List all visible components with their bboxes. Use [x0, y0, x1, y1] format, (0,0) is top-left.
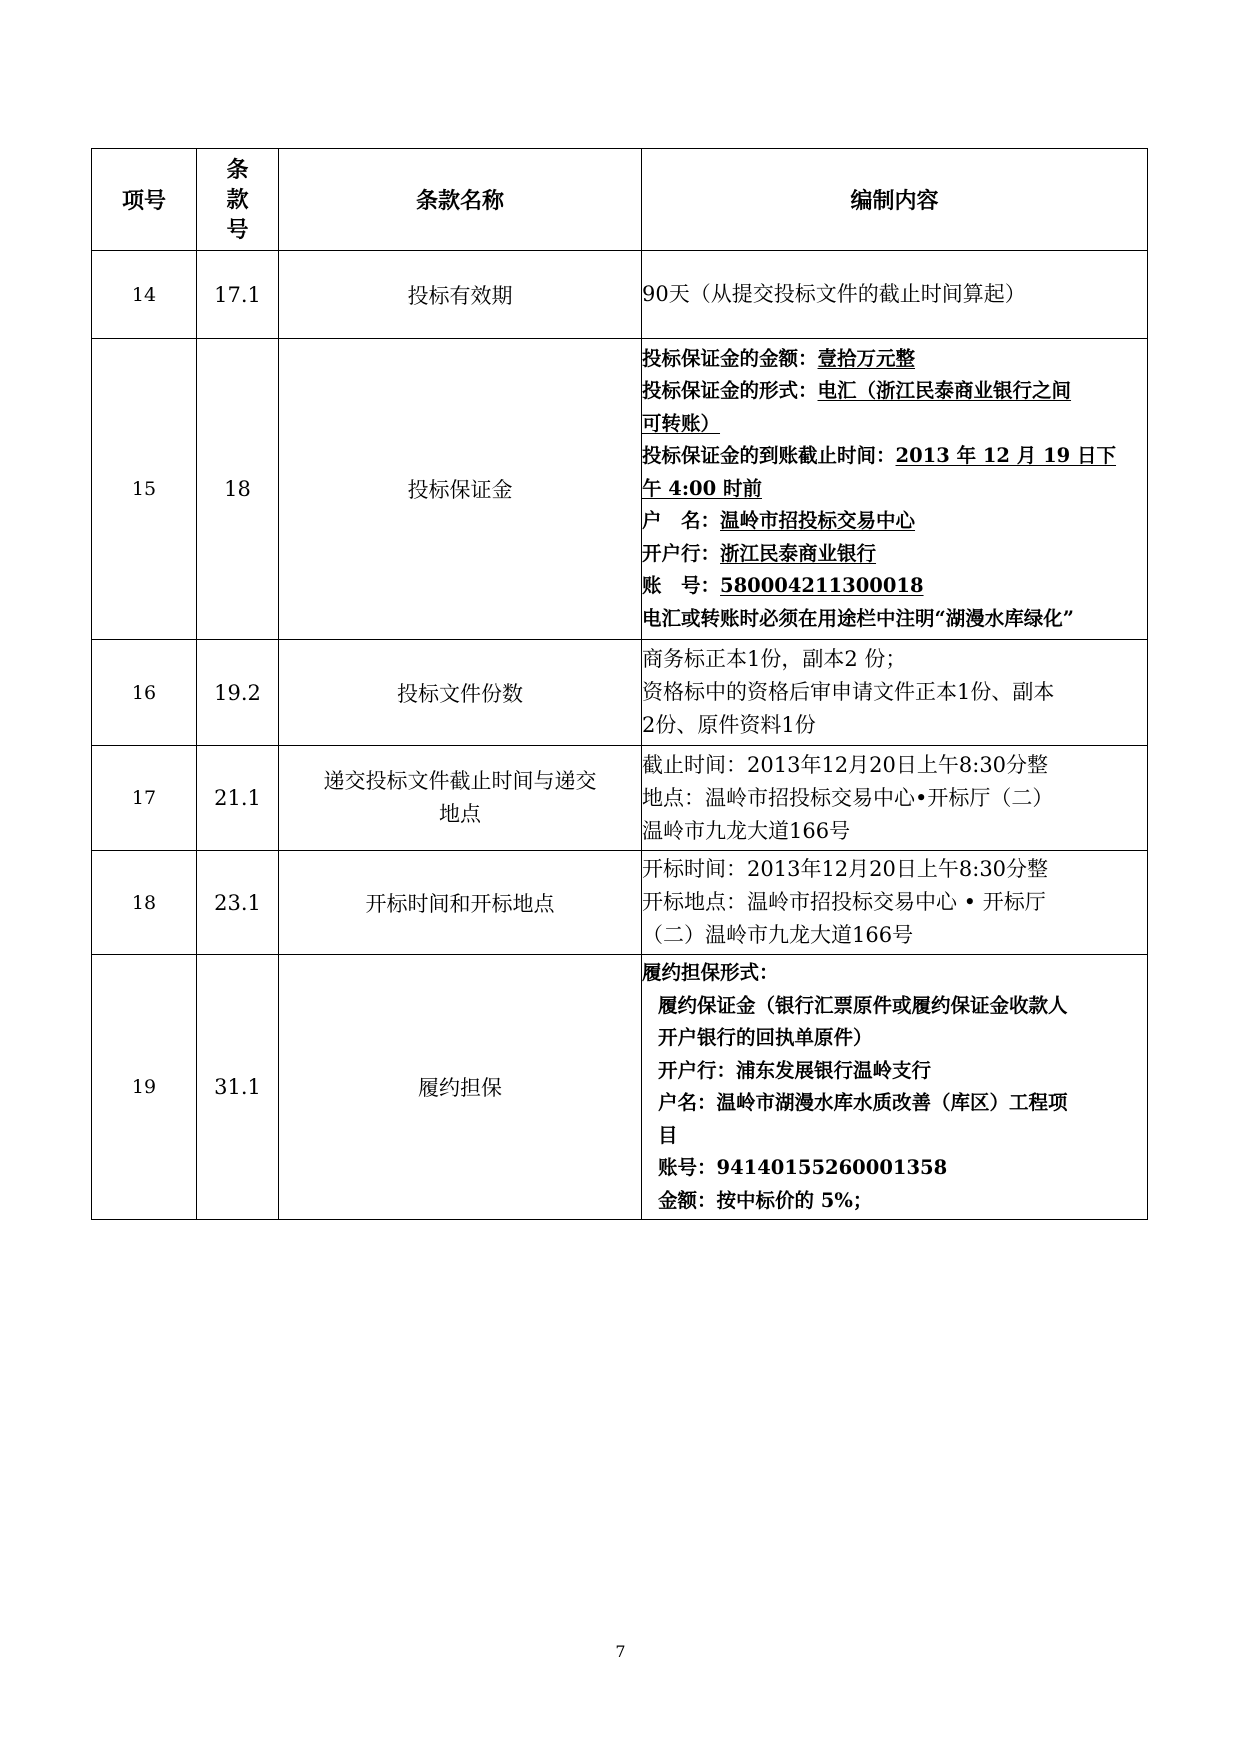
clause-no-cell: 17.1: [197, 251, 279, 339]
content-line: [642, 375, 1147, 408]
table-row: [92, 955, 1148, 1220]
content-line: 履约保证金（银行汇票原件或履约保证金收款人: [658, 993, 1068, 1017]
content-line: 资格标中的资格后审申请文件正本1份、副本: [642, 680, 1055, 704]
field-value: 2013 年 12 月 19 日下: [895, 444, 1117, 468]
field-label: 投标保证金的到账截止时间：: [642, 444, 896, 468]
clause-name-line: 递交投标文件截止时间与递交: [323, 769, 597, 793]
clause-name-cell: 投标文件份数: [279, 640, 642, 746]
bid-terms-table: [91, 148, 1148, 1220]
content-line: 90天（从提交投标文件的截止时间算起）: [642, 282, 1026, 306]
field-value: 可转账）: [642, 411, 721, 435]
field-label: 账 号：: [642, 574, 721, 598]
table-row: [92, 851, 1148, 955]
clause-no-cell: 18: [197, 339, 279, 640]
header-item-no: 项号: [92, 149, 197, 251]
table-row: [92, 251, 1148, 339]
clause-name-cell: 投标有效期: [279, 251, 642, 339]
content-line: 户名：温岭市湖漫水库水质改善（库区）工程项: [658, 1091, 1068, 1114]
content-line: 目: [658, 1123, 678, 1147]
header-clause-no-char: 条: [226, 156, 249, 183]
content-line: [642, 408, 1147, 441]
item-no-cell: 19: [92, 955, 197, 1220]
content-line: [642, 473, 1147, 506]
content-line: [642, 603, 1147, 636]
content-cell: [642, 955, 1148, 1220]
content-line: 截止时间：2013年12月20日上午8:30分整: [642, 752, 1049, 777]
item-no-cell: 17: [92, 746, 197, 851]
header-content: 编制内容: [642, 149, 1148, 251]
content-cell: [642, 251, 1148, 339]
clause-no-cell: 23.1: [197, 851, 279, 955]
page-number: 7: [615, 1642, 626, 1661]
clause-no-cell: 19.2: [197, 640, 279, 746]
content-line: 开标时间：2013年12月20日上午8:30分整: [642, 857, 1049, 881]
item-no-cell: 16: [92, 640, 197, 746]
content-line: [642, 440, 1147, 473]
content-line: 履约担保形式：: [642, 961, 779, 984]
field-value: 壹拾万元整: [817, 346, 916, 370]
content-cell: [642, 746, 1148, 851]
clause-no-cell: 31.1: [197, 955, 279, 1220]
clause-name-line: 地点: [439, 802, 481, 826]
table-row: [92, 640, 1148, 746]
field-label: 开户行：: [642, 541, 721, 565]
header-clause-no-char: 号: [226, 216, 249, 243]
table-row: [92, 339, 1148, 640]
clause-name-cell: 投标保证金: [279, 339, 642, 640]
header-clause-no-char: 款: [226, 186, 249, 213]
header-clause-name: 条款名称: [279, 149, 642, 251]
content-line: [642, 570, 1147, 603]
content-cell: [642, 851, 1148, 955]
field-label: 投标保证金的形式：: [642, 379, 818, 403]
item-no-cell: 15: [92, 339, 197, 640]
content-line: 开户银行的回执单原件）: [658, 1026, 873, 1049]
item-no-cell: 14: [92, 251, 197, 339]
clause-no-cell: 21.1: [197, 746, 279, 851]
clause-name-cell: 开标时间和开标地点: [279, 851, 642, 955]
header-clause-no: [197, 149, 279, 251]
table-row: [92, 746, 1148, 851]
content-line: 商务标正本1份，副本2 份；: [642, 647, 907, 671]
content-line: 开户行：浦东发展银行温岭支行: [658, 1058, 932, 1082]
content-line: 地点：温岭市招投标交易中心•开标厅（二）: [642, 785, 1054, 810]
content-line: 开标地点：温岭市招投标交易中心 • 开标厅: [642, 890, 1046, 914]
content-line: [642, 505, 1147, 538]
content-line: 温岭市九龙大道166号: [642, 818, 851, 843]
field-value: 温岭市招投标交易中心: [720, 509, 916, 533]
field-label: 电汇或转账时必须在用途栏中注明“湖漫水库绿化”: [642, 606, 1074, 630]
field-label: 投标保证金的金额：: [642, 346, 818, 370]
content-line: 账号：94140155260001358: [658, 1156, 948, 1179]
content-line: 金额：按中标价的 5%；: [658, 1188, 873, 1212]
field-value: 午 4:00 时前: [642, 476, 762, 500]
field-value: 电汇（浙江民泰商业银行之间: [817, 379, 1072, 403]
clause-name-cell: [279, 746, 642, 851]
content-line: [642, 538, 1147, 571]
content-line: （二）温岭市九龙大道166号: [642, 923, 914, 947]
table-header-row: [92, 149, 1148, 251]
field-value: 580004211300018: [720, 574, 924, 598]
content-line: [642, 343, 1147, 376]
content-line: 2份、原件资料1份: [642, 713, 816, 737]
clause-name-cell: 履约担保: [279, 955, 642, 1220]
item-no-cell: 18: [92, 851, 197, 955]
field-label: 户 名：: [642, 509, 721, 533]
content-cell: [642, 339, 1148, 640]
content-cell: [642, 640, 1148, 746]
field-value: 浙江民泰商业银行: [720, 541, 877, 565]
